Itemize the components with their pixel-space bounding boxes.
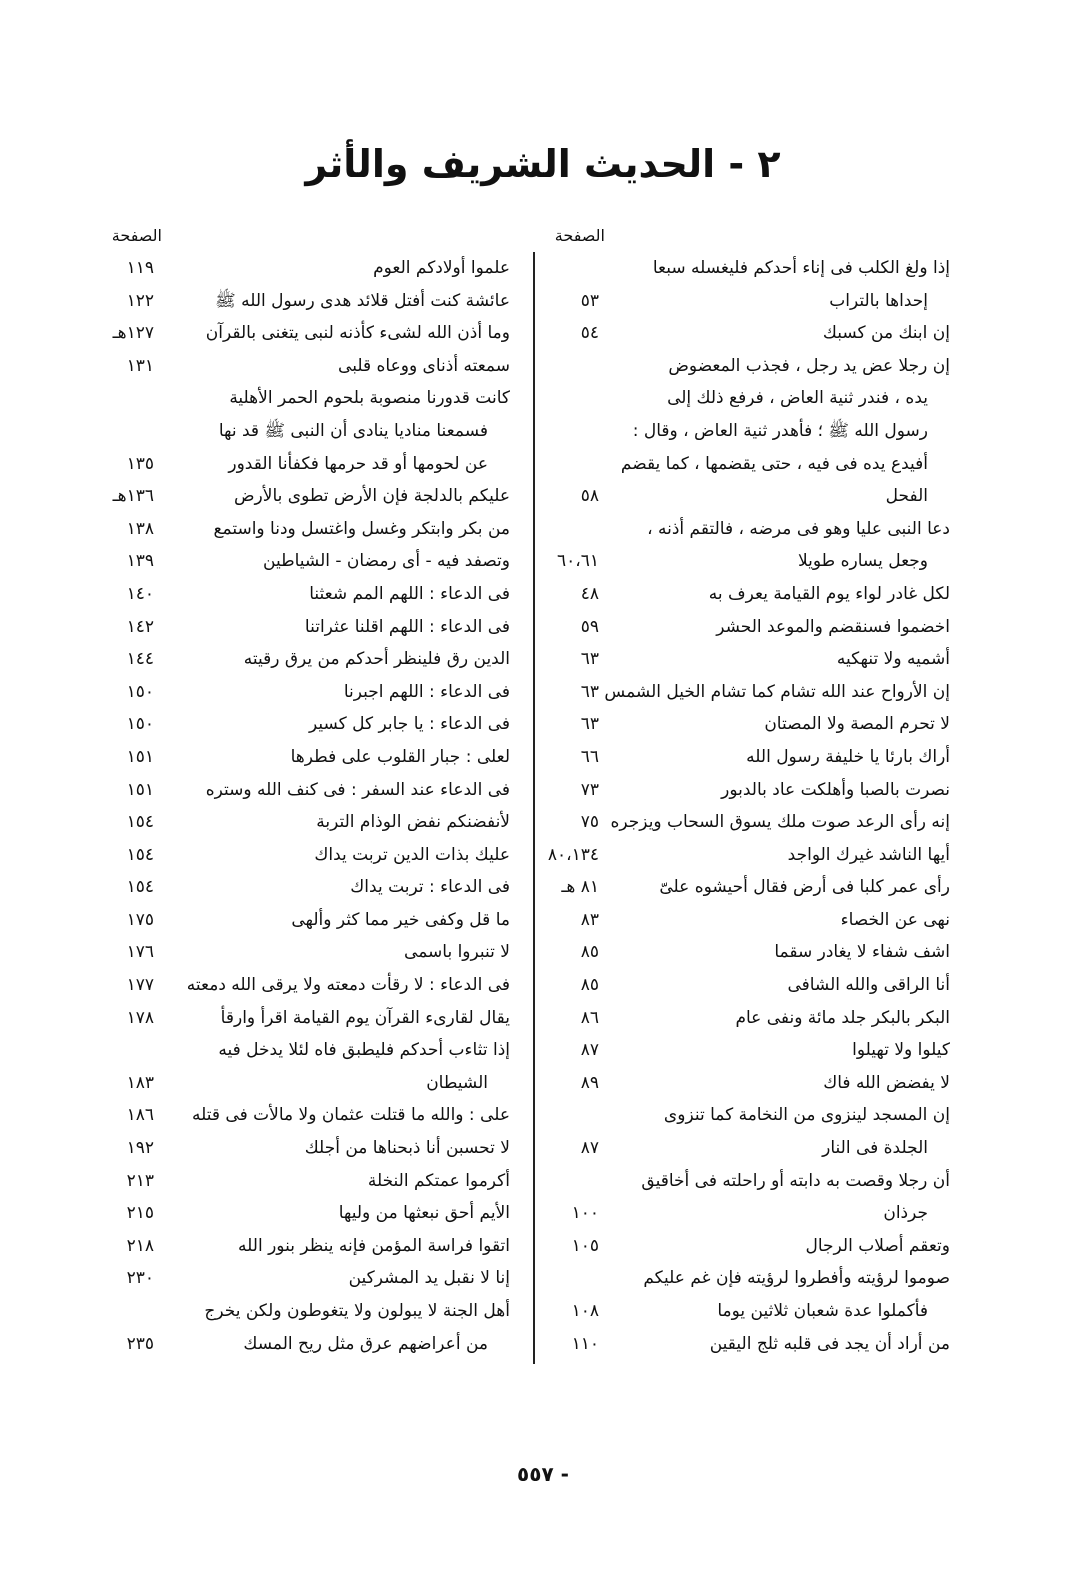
index-entry: [110, 676, 510, 709]
entry-text: إذا ولغ الكلب فى إناء أحدكم فليغسله سبعا: [652, 258, 950, 278]
entry-text: عليكم بالدلجة فإن الأرض تطوى بالأرض: [233, 486, 510, 507]
entry-page-number: ١٣٨: [126, 518, 154, 539]
entry-page-number: ١٧٨: [126, 1007, 154, 1028]
entry-text: أفيدع يده فى فيه ، حتى يقضمها ، كما يقضم: [620, 453, 928, 474]
entry-text: من أعراضهم عرق مثل ريح المسك: [243, 1333, 488, 1354]
index-entry: [555, 1328, 950, 1361]
index-entry: [110, 839, 510, 872]
entry-page-number: ٦٠،٦١: [556, 551, 599, 572]
entry-page-number: ١٧٥: [126, 909, 154, 930]
entry-text: فى الدعاء : لا رقأت دمعته ولا يرقى الله دمعته: [186, 975, 510, 996]
entry-text: صوموا لرؤيته وأفطروا لرؤيته فإن غم عليكم: [643, 1268, 950, 1289]
entry-text: من أراد أن يجد فى قلبه ثلج اليقين: [709, 1333, 950, 1354]
entry-text: دعا النبى عليا وهو فى مرضه ، فالتقم أذنه ،: [647, 518, 950, 539]
entry-page-number: ١٥١: [126, 779, 154, 800]
entry-page-number: ١٤٢: [126, 616, 154, 637]
index-entry: [555, 1067, 950, 1100]
entry-text: أكرموا عمتكم النخلة: [367, 1170, 510, 1191]
index-entry: [110, 285, 510, 318]
entry-page-number: ١٤٤: [126, 649, 154, 670]
index-entry: [110, 904, 510, 937]
index-entry: [110, 1197, 510, 1230]
index-entry: [555, 317, 950, 350]
index-entry: [110, 578, 510, 611]
index-entry: [555, 1132, 950, 1165]
index-entry: [555, 382, 950, 415]
entry-page-number: ١٧٧: [126, 975, 154, 996]
entry-text: إذا تثاءب أحدكم فليطبق فاه لئلا يدخل فيه: [218, 1040, 510, 1061]
entry-page-number: ١٩٢: [126, 1138, 154, 1159]
index-entry: [110, 317, 510, 350]
entry-page-number: ١٠٥: [571, 1235, 599, 1256]
column-divider: [533, 252, 535, 1364]
entry-page-number: ١٢٢: [126, 290, 154, 311]
entry-text: الفحل: [885, 486, 928, 507]
index-entry: [110, 545, 510, 578]
entry-page-number: ٨٧: [580, 1138, 599, 1159]
entry-text: وما أذن الله لشىء كأذنه لنبى يتغنى بالقرآن: [205, 323, 510, 344]
entry-text: فى الدعاء : تربت يداك: [350, 877, 510, 898]
entry-text: رسول الله ﷺ ؛ فأهدر ثنية العاض ، وقال :: [632, 420, 928, 441]
entry-page-number: ١٥٤: [126, 877, 154, 898]
entry-page-number: ٢٣٠: [126, 1268, 154, 1289]
index-entry: [110, 1099, 510, 1132]
index-entry: [555, 350, 950, 383]
entry-text: لا تحرم المصة ولا المصتان: [764, 714, 950, 735]
entry-page-number: ٢١٣: [126, 1170, 154, 1191]
entry-page-number: ١٣١: [126, 355, 154, 376]
entry-page-number: ٦٣: [580, 649, 599, 670]
index-entry: [110, 448, 510, 481]
entry-text: إن المسجد لينزوى من النخامة كما تنزوى: [663, 1105, 950, 1126]
index-entry: [110, 708, 510, 741]
index-entry: [110, 252, 510, 285]
entry-page-number: ٨٠،١٣٤: [547, 844, 599, 865]
entry-text: لعلى : جبار القلوب على فطرها: [290, 746, 510, 767]
entry-text: عن لحومها أو قد حرمها فكفأنا القدور: [228, 453, 488, 474]
entry-text: علموا أولادكم العوم: [373, 258, 510, 278]
index-entry: [110, 415, 510, 448]
entry-text: اخضموا فسنقضم والموعد الحشر: [716, 616, 950, 637]
index-entry: [110, 480, 510, 513]
entry-text: لا تنبروا باسمى: [404, 942, 510, 963]
entry-text: كانت قدورنا منصوبة بلحوم الحمر الأهلية: [229, 388, 510, 409]
index-entry: [110, 1262, 510, 1295]
entry-page-number: ١٥١: [126, 746, 154, 767]
index-entry: [110, 871, 510, 904]
entry-page-number: ١٠٠: [571, 1203, 599, 1224]
entry-text: نصرت بالصبا وأهلكت عاد بالدبور: [721, 779, 950, 800]
index-entry: [110, 350, 510, 383]
entry-text: فى الدعاء : اللهم اقلنا عثراتنا: [304, 616, 510, 637]
entry-text: أشميه ولا تنهكيه: [836, 649, 950, 670]
entry-page-number: ١٣٩: [126, 551, 154, 572]
index-entry: [555, 969, 950, 1002]
entry-text: لكل غادر لواء يوم القيامة يعرف به: [708, 583, 950, 604]
entry-page-number: ١٠٨: [571, 1301, 599, 1321]
index-entry: [110, 643, 510, 676]
entry-text: فى الدعاء : اللهم اجبرنا: [343, 681, 510, 702]
entry-text: وجعل يساره طويلا: [798, 551, 928, 572]
page-number: - ٥٥٧: [517, 1462, 569, 1486]
index-entry: [110, 1132, 510, 1165]
index-entry: [555, 806, 950, 839]
entry-text: عائشة كنت أفتل قلائد هدى رسول الله ﷺ: [215, 290, 510, 311]
index-entry: [110, 611, 510, 644]
index-entry: [110, 1165, 510, 1198]
entry-page-number: ١٢٧هـ: [112, 323, 154, 344]
entry-text: إن الأرواح عند الله تشام كما تشام الخيل الشمس: [604, 681, 950, 702]
index-entry: [555, 448, 950, 481]
index-entry: [110, 1034, 510, 1067]
entry-text: أن رجلا وقصت به دابته أو راحلته فى أخاقيق: [641, 1170, 950, 1191]
entry-page-number: ٦٣: [580, 714, 599, 735]
entry-text: كيلوا ولا تهيلوا: [852, 1040, 950, 1061]
entry-text: الأيم أحق نبعثها من وليها: [338, 1203, 510, 1224]
entry-page-number: ١٧٦: [126, 942, 154, 963]
entry-page-number: ٦٦: [580, 746, 599, 767]
entry-text: إنه رأى الرعد صوت ملك يسوق السحاب ويزجره: [610, 812, 950, 833]
entry-text: لا يفضض الله فاك: [823, 1072, 950, 1093]
index-entry: [555, 1262, 950, 1295]
entry-page-number: ١٥٠: [126, 681, 154, 702]
entry-text: اشف شفاء لا يغادر سقما: [774, 942, 950, 963]
entry-text: فى الدعاء عند السفر : فى كنف الله وستره: [205, 779, 510, 800]
entry-text: الجلدة فى النار: [822, 1138, 928, 1159]
index-entry: [555, 708, 950, 741]
index-entry: [110, 1328, 510, 1361]
index-entry: [110, 1002, 510, 1035]
entry-page-number: ٧٥: [580, 812, 599, 833]
entry-text: أهل الجنة لا يبولون ولا يتغوطون ولكن يخرج: [204, 1301, 510, 1321]
entry-text: ما قل وكفى خير مما كثر وألهى: [291, 909, 510, 930]
entry-text: أنا الراقى والله الشافى: [787, 975, 950, 996]
index-entry: [555, 513, 950, 546]
entry-page-number: ١٨٦: [126, 1105, 154, 1126]
entry-page-number: ١١٠: [571, 1333, 599, 1354]
index-entry: [555, 643, 950, 676]
entry-page-number: ٥٩: [580, 616, 599, 637]
entry-page-number: ١٥٠: [126, 714, 154, 735]
entry-text: نهى عن الخصاء: [840, 909, 950, 930]
entry-page-number: ٥٣: [580, 290, 599, 311]
entry-page-number: ٨٣: [580, 909, 599, 930]
entry-text: وتعقم أصلاب الرجال: [805, 1235, 950, 1256]
index-entry: [110, 1067, 510, 1100]
entry-text: فأكملوا عدة شعبان ثلاثين يوما: [717, 1301, 928, 1321]
entry-text: لأنفضنكم نفض الوذام التربة: [316, 812, 510, 833]
index-entry: [555, 1165, 950, 1198]
index-entry: [547, 839, 950, 872]
entry-page-number: ٨٧: [580, 1040, 599, 1061]
index-entry: [555, 1295, 950, 1328]
index-entry: [555, 936, 950, 969]
index-entry: [555, 1099, 950, 1132]
entry-page-number: ١٣٥: [126, 453, 154, 474]
index-entry: [110, 774, 510, 807]
entry-page-number: ٨٥: [580, 975, 599, 996]
index-entry: [555, 1230, 950, 1263]
entry-page-number: ٢١٥: [126, 1203, 154, 1224]
entry-text: على : والله ما قتلت عثمان ولا مالأت فى قتله: [192, 1105, 510, 1126]
index-entry: [110, 513, 510, 546]
entry-text: جرذان: [883, 1203, 928, 1224]
index-entry: [555, 611, 950, 644]
entry-page-number: ١٨٣: [126, 1072, 154, 1093]
entry-text: إن رجلا عض يد رجل ، فجذب المعضوض: [668, 355, 950, 376]
index-entry: [555, 871, 950, 904]
entry-text: فى الدعاء : يا جابر كل كسير: [308, 714, 510, 735]
index-entry: [555, 1002, 950, 1035]
index-entry: [555, 676, 950, 709]
index-entry: [555, 578, 950, 611]
page-title: ٢ - الحديث الشريف والأثر: [305, 142, 781, 186]
entry-page-number: ٦٣: [580, 681, 599, 702]
entry-page-number: ٥٨: [580, 486, 599, 507]
entry-page-number: ١٣٦هـ: [112, 486, 154, 507]
entry-text: رأى عمر كلبا فى أرض فقال أحيشوه علىّ: [659, 877, 950, 898]
entry-page-number: ٧٣: [580, 779, 599, 800]
right-index-column: [547, 222, 950, 1360]
entry-page-number: ١٤٠: [126, 583, 154, 604]
index-entry: [110, 741, 510, 774]
entry-page-number: ١١٩: [126, 258, 154, 278]
index-entry: [555, 904, 950, 937]
index-entry: [555, 1034, 950, 1067]
entry-page-number: ٨٩: [580, 1072, 599, 1093]
entry-text: يقال لقارىء القرآن يوم القيامة اقرأ وارقأ: [220, 1007, 510, 1028]
index-entry: [555, 415, 950, 448]
index-entry: [110, 1295, 510, 1328]
entry-page-number: ١٥٤: [126, 812, 154, 833]
index-entry: [555, 480, 950, 513]
entry-text: يده ، فندر ثنية العاض ، فرفع ذلك إلى: [667, 388, 928, 409]
index-entry: [110, 806, 510, 839]
entry-text: أراك بارئا يا خليفة رسول الله: [746, 746, 950, 767]
index-entry: [555, 252, 950, 285]
entry-text: وتصفد فيه - أى رمضان - الشياطين: [263, 551, 510, 572]
entry-page-number: ٨١ هـ: [561, 877, 599, 898]
entry-text: فسمعنا مناديا ينادى أن النبى ﷺ قد نها: [218, 420, 488, 441]
index-entry: [555, 545, 950, 578]
entry-page-number: ٢٣٥: [126, 1333, 154, 1354]
page-column-header: الصفحة: [554, 226, 605, 245]
index-entry: [110, 382, 510, 415]
entry-page-number: ١٥٤: [126, 844, 154, 865]
entry-text: إن ابنك من كسبك: [822, 323, 950, 344]
entry-page-number: ٨٦: [580, 1007, 599, 1028]
entry-page-number: ٤٨: [580, 583, 599, 604]
entry-page-number: ٢١٨: [126, 1235, 154, 1256]
entry-text: الدين رق فلينظر أحدكم من يرق رقيته: [243, 649, 510, 670]
entry-page-number: ٨٥: [580, 942, 599, 963]
entry-text: اتقوا فراسة المؤمن فإنه ينظر بنور الله: [238, 1235, 510, 1256]
entry-text: من بكر وابتكر وغسل واغتسل ودنا واستمع: [213, 518, 510, 539]
index-entry: [110, 1230, 510, 1263]
index-entry: [555, 1197, 950, 1230]
index-entry: [555, 285, 950, 318]
left-index-column: [110, 222, 510, 1360]
entry-text: الشيطان: [426, 1072, 488, 1093]
entry-text: فى الدعاء : اللهم المم شعثنا: [309, 583, 510, 604]
index-entry: [555, 774, 950, 807]
entry-text: عليك بذات الدين تربت يداك: [314, 844, 510, 865]
entry-text: إنا لا نقبل يد المشركين: [348, 1268, 510, 1289]
index-entry: [110, 969, 510, 1002]
index-entry: [110, 936, 510, 969]
entry-page-number: ٥٤: [580, 323, 599, 344]
entry-text: أيها الناشد غيرك الواجد: [787, 844, 950, 865]
entry-text: البكر بالبكر جلد مائة ونفى عام: [735, 1007, 950, 1028]
page-column-header: الصفحة: [111, 226, 162, 245]
index-entry: [555, 741, 950, 774]
entry-text: لا تحسبن أنا ذبحناها من أجلك: [304, 1138, 510, 1159]
entry-text: إحداها بالتراب: [829, 290, 928, 311]
entry-text: سمعته أذناى ووعاه قلبى: [338, 355, 510, 376]
